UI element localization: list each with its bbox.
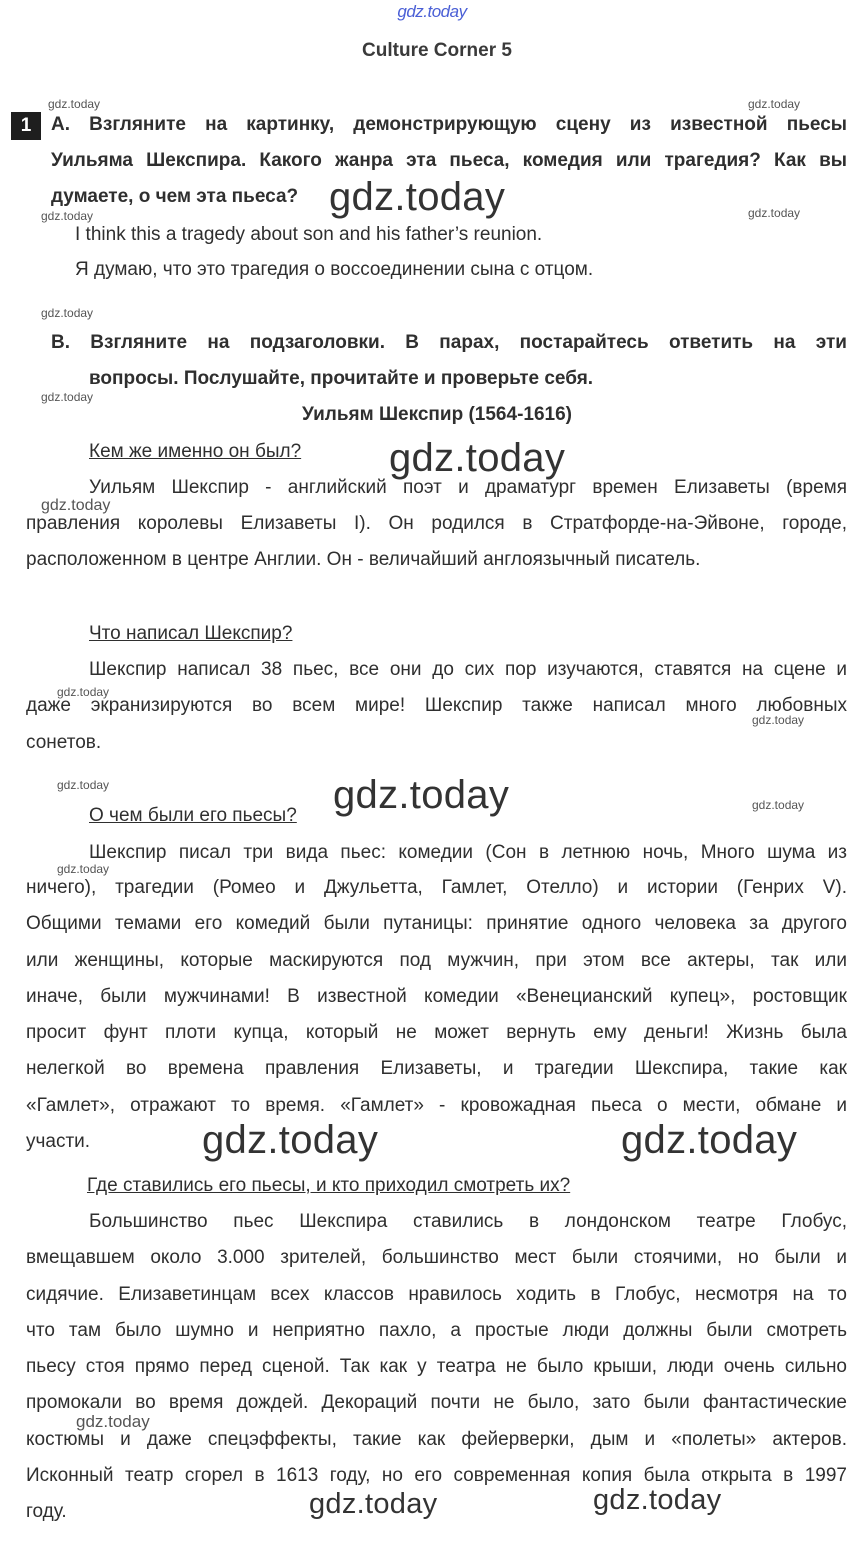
watermark-large: gdz.today [329,175,506,219]
section-3-line-6: просит фунт плоти купца, который не может вернуть ему деньги! Жизнь была [26,1022,847,1043]
section-4-line-6: промокали во время дождей. Декораций почти не было, зато были фантастические [26,1392,847,1413]
section-1-heading: Кем же именно он был? [89,441,302,462]
task-a-line-1: A. Взгляните на картинку, демонстрирующую сцену из известной пьесы [51,114,847,135]
watermark-small: gdz.today [48,97,101,111]
section-4-line-8: Исконный театр сгорел в 1613 году, но его современная копия была открыта в 1997 [26,1465,847,1486]
watermark-small: gdz.today [76,1412,150,1431]
section-3-line-2: ничего), трагедии (Ромео и Джульетта, Гамлет, Отелло) и истории (Генрих V). [26,877,847,898]
section-1-line-3: расположенном в центре Англии. Он - величайший англоязычный писатель. [26,549,701,570]
watermark-small: gdz.today [41,209,94,223]
task-a-line-3: думаете, о чем эта пьеса? [51,186,299,207]
section-3-line-3: Общими темами его комедий были путаницы: принятие одного человека за другого [26,913,847,934]
watermark-small: gdz.today [57,862,110,876]
section-3-line-9: участи. [26,1131,91,1152]
watermark-top: gdz.today [397,2,467,21]
watermark-small: gdz.today [752,798,805,812]
section-1-line-1: Уильям Шекспир - английский поэт и драматург времен Елизаветы (время [89,477,847,498]
section-4-line-9: году. [26,1501,67,1522]
watermark-large: gdz.today [593,1484,722,1516]
watermark-large: gdz.today [389,436,566,480]
answer-russian: Я думаю, что это трагедия о воссоединении сына с отцом. [75,259,594,280]
section-2-line-1: Шекспир написал 38 пьес, все они до сих пор изучаются, ставятся на сцене и [89,659,847,680]
section-2-line-3: сонетов. [26,732,102,753]
section-4-line-2: вмещавшем около 3.000 зрителей, большинство мест были стоячими, но были и [26,1247,847,1268]
watermark-small: gdz.today [748,206,801,220]
section-3-heading: О чем были его пьесы? [89,805,297,826]
section-3-line-5: иначе, были мужчинами! В известной комедии «Венецианский купец», ростовщик [26,986,847,1007]
section-4-line-4: что там было шумно и неприятно пахло, а простые люди должны были смотреть [26,1320,847,1341]
section-4-line-5: пьесу стоя прямо перед сценой. Так как у театра не было крыши, люди очень сильно [26,1356,847,1377]
watermark-large: gdz.today [621,1118,798,1162]
watermark-small: gdz.today [748,97,801,111]
watermark-small: gdz.today [41,497,111,514]
task-a-line-2: Уильяма Шекспира. Какого жанра эта пьеса, комедия или трагедия? Как вы [51,150,847,171]
task-b-line-1: B. Взгляните на подзаголовки. В парах, постарайтесь ответить на эти [51,332,847,353]
watermark-small: gdz.today [752,713,805,727]
watermark-large: gdz.today [202,1118,379,1162]
watermark-small: gdz.today [57,685,110,699]
section-2-heading: Что написал Шекспир? [89,623,293,644]
section-4-line-7: костюмы и даже спецэффекты, такие как фейерверки, дым и «полеты» актеров. [26,1429,847,1450]
task-b-line-2: вопросы. Послушайте, прочитайте и проверьте себя. [89,368,594,389]
answer-english: I think this a tragedy about son and his father’s reunion. [75,224,543,245]
section-2-line-2: даже экранизируются во всем мире! Шекспир также написал много любовных [26,695,847,716]
section-3-line-1: Шекспир писал три вида пьес: комедии (Сон в летнюю ночь, Много шума из [89,842,847,863]
watermark-large: gdz.today [309,1488,438,1520]
exercise-number: 1 [11,112,41,140]
watermark-small: gdz.today [41,390,94,404]
section-4-heading: Где ставились его пьесы, и кто приходил смотреть их? [87,1175,571,1196]
section-3-line-4: или женщины, которые маскируются под мужчин, при этом все актеры, так или [26,950,847,971]
section-1-line-2: правления королевы Елизаветы I). Он родился в Стратфорде-на-Эйвоне, городе, [26,513,847,534]
watermark-small: gdz.today [57,778,110,792]
watermark-large: gdz.today [333,773,510,817]
watermark-small: gdz.today [41,306,94,320]
section-3-line-8: «Гамлет», отражают то время. «Гамлет» - кровожадная пьеса о мести, обмане и [26,1095,847,1116]
section-3-line-7: нелегкой во времена правления Елизаветы, и трагедии Шекспира, такие как [26,1058,847,1079]
section-4-line-3: сидячие. Елизаветинцам всех классов нравилось ходить в Глобус, несмотря на то [26,1284,847,1305]
text-heading: Уильям Шекспир (1564-1616) [302,404,572,425]
section-4-line-1: Большинство пьес Шекспира ставились в лондонском театре Глобус, [89,1211,847,1232]
page-title: Culture Corner 5 [362,40,512,61]
